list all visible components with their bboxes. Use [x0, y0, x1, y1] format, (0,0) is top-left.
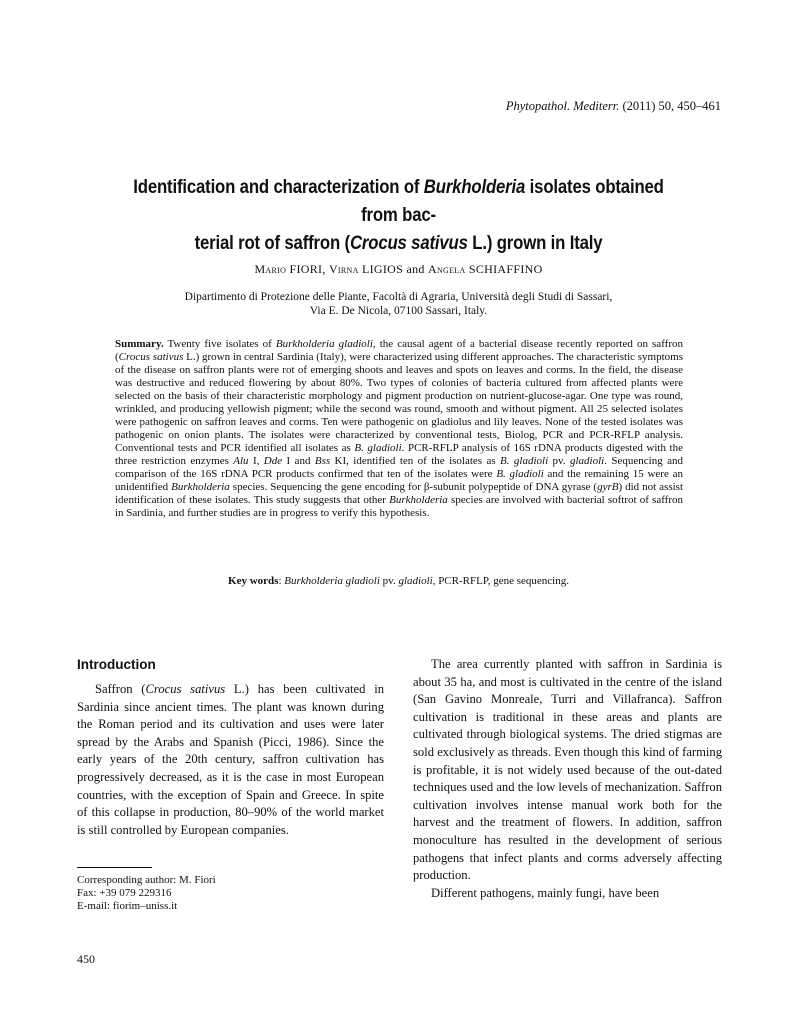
- abstract-text: KI, identified ten of the isolates as: [330, 455, 501, 467]
- abstract-text: and the remaining 15 were an unidentified: [115, 468, 683, 493]
- abstract-text: I,: [248, 455, 264, 467]
- author-first-name: Mario: [254, 262, 287, 276]
- title-text: isolates obtained from bac-: [361, 176, 664, 226]
- right-column: [413, 656, 722, 902]
- affiliation-line: Dipartimento di Protezione delle Piante, Facoltà di Agraria, Università degli Studi di Sassari,: [184, 291, 613, 303]
- title-text: terial rot of saffron (: [194, 232, 350, 254]
- abstract-italic: Burkholderia: [171, 481, 230, 493]
- author-first-name: Angela: [427, 262, 466, 276]
- author-last-name: FIORI,: [289, 262, 326, 276]
- paragraph-italic: Crocus sativus: [145, 682, 226, 696]
- paragraph-text: L.) has been cultivated in Sardinia since ancient times. The plant was known during the Roman period and its cultivation and uses were later spread by the Arabs and Spanish (Picci, 1986). Since the early years of the 20th century, saffron cultivation has progressively decreased, as it is the case in most European countries, with the exception of Spain and Greece. In spite of this collapse in production, 80–90% of the world market is still controlled by European companies.: [77, 682, 384, 837]
- journal-reference: (2011) 50, 450–461: [622, 99, 721, 113]
- keywords-separator: :: [278, 575, 285, 587]
- journal-name: Phytopathol. Mediterr.: [505, 99, 620, 113]
- keyword-italic: Burkholderia gladioli: [284, 575, 380, 587]
- affiliation-line: Via E. De Nicola, 07100 Sassari, Italy.: [309, 305, 488, 317]
- abstract-text: I and: [282, 455, 315, 467]
- author-first-name: Virna: [328, 262, 359, 276]
- footnote-line: E-mail: fiorim–uniss.it: [77, 900, 178, 912]
- author-conjunction: and: [406, 262, 425, 276]
- paragraph-text: Saffron (: [95, 682, 146, 696]
- title-text: Identification and characterization of: [133, 176, 424, 198]
- abstract-text: . Sequencing and comparison of the 16S rDNA PCR products confirmed that ten of the isolates were: [115, 455, 683, 480]
- footnote-line: Fax: +39 079 229316: [77, 887, 172, 899]
- abstract-italic: Burkholderia: [389, 494, 448, 506]
- abstract-italic: Dde: [263, 455, 283, 467]
- abstract-italic: Alu: [233, 455, 249, 467]
- abstract-text: ) did not assist identification of these isolates. This study suggests that other: [115, 481, 683, 506]
- abstract-label: Summary.: [115, 338, 164, 350]
- keyword-text: , PCR-RFLP, gene sequencing.: [432, 575, 569, 587]
- abstract-text: Twenty five isolates of: [163, 338, 276, 350]
- left-column: [77, 681, 384, 839]
- author-list: [0, 262, 797, 277]
- title-species: Crocus sativus: [349, 232, 468, 254]
- abstract-italic: gladioli: [570, 455, 605, 467]
- abstract-text: , the causal agent of a bacterial disease recently reported on saffron (: [115, 338, 683, 363]
- abstract: [115, 338, 683, 520]
- title-genus: Burkholderia: [423, 176, 526, 198]
- keywords: [0, 575, 797, 587]
- footnote: [77, 874, 216, 913]
- keyword-italic: gladioli: [398, 575, 433, 587]
- footnote-line: Corresponding author: M. Fiori: [77, 874, 216, 886]
- abstract-italic: Burkholderia gladioli: [275, 338, 373, 350]
- abstract-italic: B. gladioli: [500, 455, 549, 467]
- abstract-text: L.) grown in central Sardinia (Italy), were characterized using different approaches. The characteristic symptoms of the disease on saffron plants were rot of emerging shoots and leaves and spots on leaves and corms. In the field, the disease was destructive and reduced flowering by about 80%. Two types of colonies of bacteria cultured from affected plants were selected on the basis of their characteristic morphology and pigment production on nutrient-glucose-agar. One type was round, wrinkled, and producing yellowish pigment; while the second was round, smooth and without pigment. All 25 selected isolates were pathogenic on saffron leaves and corms. Ten were pathogenic on gladiolus and lily leaves. None of the tested isolates was pathogenic on onion plants. The isolates were characterized by conventional tests, Biolog, PCR and PCR-RFLP analysis. Conventional tests and PCR identified all isolates as: [115, 351, 683, 454]
- section-heading-introduction: Introduction: [77, 657, 156, 672]
- author-last-name: SCHIAFFINO: [468, 262, 543, 276]
- abstract-italic: gyrB: [597, 481, 619, 493]
- keywords-label: Key words: [228, 575, 279, 587]
- paper-title: [116, 173, 681, 257]
- abstract-text: species are involved with bacterial softrot of saffron in Sardinia, and further studies are in progress to verify this hypothesis.: [115, 494, 683, 519]
- affiliation: [0, 290, 797, 318]
- abstract-italic: Bss: [314, 455, 331, 467]
- abstract-text: pv.: [548, 455, 570, 467]
- footnote-divider: [77, 867, 152, 868]
- author-last-name: LIGIOS: [361, 262, 404, 276]
- page-number: 450: [77, 952, 95, 966]
- abstract-text: . PCR-RFLP analysis of 16S rDNA products digested with the three restriction enzymes: [115, 442, 683, 467]
- journal-citation: [506, 99, 721, 114]
- title-text: L.) grown in Italy: [467, 232, 603, 254]
- abstract-italic: B. gladioli: [496, 468, 544, 480]
- abstract-text: species. Sequencing the gene encoding for β-subunit polypeptide of DNA gyrase (: [229, 481, 598, 493]
- abstract-italic: Crocus sativus: [118, 351, 184, 363]
- abstract-italic: B. gladioli: [354, 442, 402, 454]
- intro-paragraph: Different pathogens, mainly fungi, have been: [431, 885, 660, 900]
- intro-paragraph: [77, 681, 384, 839]
- keyword-text: pv.: [379, 575, 399, 587]
- intro-paragraph: The area currently planted with saffron in Sardinia is about 35 ha, and most is cultivated in the centre of the island (San Gavino Monreale, Turri and Villafranca). Saffron cultivation is traditional in these areas and plants are cultivated through biological systems. The dried stigmas are sold exclusively as threads. Even though this kind of farming is profitable, it is not widely used because of the out-dated techniques used and the low levels of mechanization. Saffron cultivation involves intense manual work both for the harvest and the treatment of flowers. In addition, saffron monoculture has resulted in the development of serious pathogens that infect plants and corms adversely affecting production.: [413, 657, 722, 883]
